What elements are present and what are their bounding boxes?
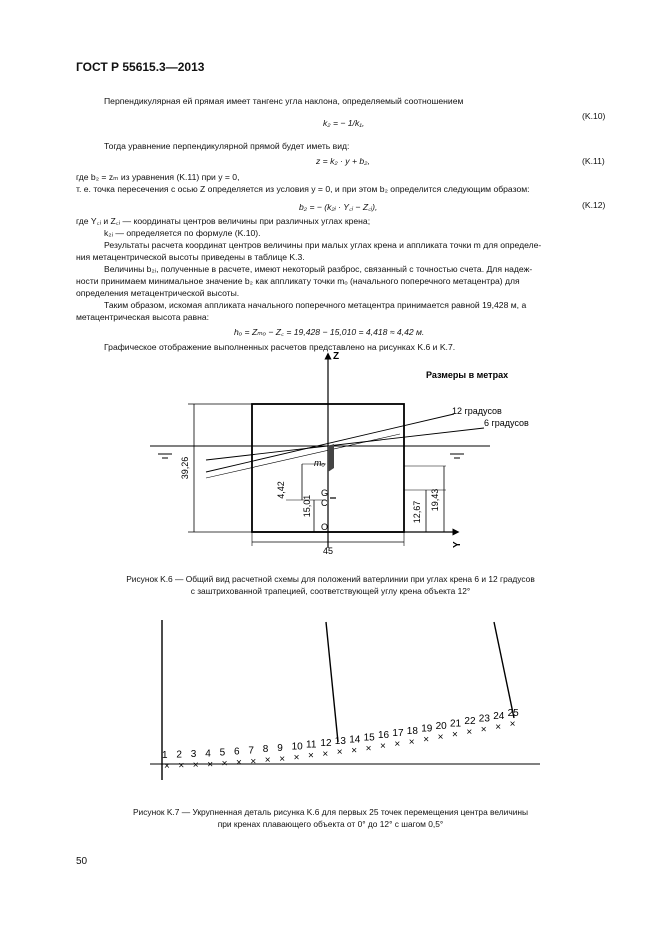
point-label-7: 7 (248, 745, 254, 757)
point-label-9: 9 (277, 742, 283, 754)
dim-1267-label: 12,67 (412, 500, 422, 524)
point-marker: × (221, 758, 228, 770)
equation-k10: k₂ = − 1/k₁, (323, 118, 365, 128)
equation-k11: z = k₂ · y + b₂, (316, 156, 370, 166)
point-label-15: 15 (363, 732, 375, 744)
point-marker: × (279, 753, 286, 765)
equation-number: (K.12) (582, 200, 606, 210)
dim-height-label: 39,26 (180, 456, 190, 480)
point-label-8: 8 (262, 744, 269, 756)
dim-width-label: 45 (322, 546, 334, 556)
point-marker: × (394, 739, 401, 751)
point-marker: × (293, 752, 300, 764)
paragraph: т. е. точка пересечения с осью Z определяется из условия y = 0, и при этом b₂ определится следующим образом: (76, 184, 530, 194)
point-marker: × (236, 757, 242, 769)
equation-number: (K.10) (582, 111, 606, 121)
figure-k7 (150, 620, 550, 780)
point-label-17: 17 (392, 728, 404, 740)
point-label-12: 12 (320, 737, 332, 749)
point-marker: × (250, 756, 257, 768)
equation-k12: b₂ = − (k₂ᵢ · Y꜀ᵢ − Z꜀ᵢ), (299, 202, 378, 212)
paragraph: ния метацентрической высоты приведены в таблице K.3. (76, 252, 305, 262)
point-marker: × (365, 743, 372, 755)
dim-1501-label: 15,01 (302, 494, 312, 518)
figure-k6-caption-1: Рисунок K.6 — Общий вид расчетной схемы для положений ватерлинии при углах крена 6 и 12 градусов (126, 574, 535, 584)
point-label-20: 20 (435, 721, 447, 733)
point-marker: × (207, 759, 214, 771)
paragraph: k₂ᵢ — определяется по формуле (K.10). (104, 228, 261, 238)
point-marker: × (192, 760, 199, 772)
point-marker: × (336, 747, 343, 759)
point-label-22: 22 (464, 716, 476, 728)
point-marker: × (452, 729, 458, 741)
point-marker: × (408, 736, 415, 748)
point-marker: × (466, 727, 473, 739)
paragraph: определения метацентрической высоты. (76, 288, 240, 298)
paragraph: Перпендикулярная ей прямая имеет тангенс угла наклона, определяемый соотношением (104, 96, 464, 106)
point-marker: × (351, 745, 358, 757)
point-marker: × (437, 732, 444, 744)
paragraph: где Y꜀ᵢ и Z꜀ᵢ — координаты центров величины при различных углах крена; (76, 216, 371, 226)
point-marker: × (308, 750, 314, 762)
point-marker: × (480, 724, 487, 736)
point-marker: × (380, 741, 386, 753)
construction-line (326, 622, 338, 742)
point-marker: × (178, 760, 185, 772)
construction-line (494, 622, 514, 718)
figure-k6-caption-2: с заштрихованной трапецией, соответствующей углу крена объекта 12° (190, 586, 471, 596)
point-marker: × (322, 748, 329, 760)
paragraph: Величины b₂ᵢ, полученные в расчете, имеют некоторый разброс, связанный с точностью счета. Для надеж- (104, 264, 533, 274)
paragraph: Таким образом, искомая аппликата начального поперечного метацентра принимается равной 19,428 м, а (104, 300, 527, 310)
point-label-1: 1 (162, 750, 168, 761)
paragraph: где b₂ = zₘ из уравнения (K.11) при y = 0, (76, 172, 240, 182)
point-label-3: 3 (190, 749, 197, 761)
equation-number: (K.11) (582, 156, 605, 166)
paragraph: Тогда уравнение перпендикулярной прямой будет иметь вид: (104, 141, 350, 151)
units-note: Размеры в метрах (426, 370, 509, 380)
point-label-19: 19 (421, 723, 433, 735)
figure-k7-caption-2: при кренах плавающего объекта от 0° до 12° с шагом 0,5° (217, 819, 444, 829)
point-marker: × (264, 755, 271, 767)
point-c-label: C (321, 498, 328, 508)
document-header: ГОСТ Р 55615.3—2013 (76, 60, 205, 74)
paragraph: метацентрическая высота равна: (76, 312, 209, 322)
paragraph: Графическое отображение выполненных расчетов представлено на рисунках K.6 и K.7. (104, 342, 456, 352)
point-marker: × (509, 719, 516, 730)
point-label-23: 23 (478, 713, 490, 725)
page-number: 50 (76, 856, 88, 867)
point-label-24: 24 (493, 710, 505, 722)
point-label-16: 16 (378, 730, 390, 742)
paragraph: ности принимаем минимальное значение b₂ как аппликату точки mₒ (начального поперечного метацентра) для (76, 276, 520, 286)
axis-y-label: Y (452, 541, 463, 548)
waterline-6-deg (206, 428, 484, 460)
waterline-aux (206, 434, 400, 478)
point-marker: × (164, 761, 170, 772)
dim-442-label: 4,42 (276, 481, 286, 499)
equation-h0: hₒ = Zₘₒ − Z꜀ = 19,428 − 15,010 = 4,418 ≈ 4,42 м. (234, 327, 425, 337)
point-label-4: 4 (205, 748, 211, 760)
point-label-21: 21 (450, 718, 462, 730)
figure-k7-caption-1: Рисунок K.7 — Укрупненная деталь рисунка K.6 для первых 25 точек перемещения центра величины (132, 807, 529, 817)
point-label-10: 10 (291, 741, 303, 753)
paragraph: Результаты расчета координат центров величины при малых углах крена и аппликата точки m для определе- (104, 240, 542, 250)
point-marker: × (495, 721, 502, 733)
point-marker: × (423, 734, 430, 746)
point-label-2: 2 (176, 749, 182, 761)
hatched-trapezoid (328, 444, 334, 472)
point-label-5: 5 (219, 747, 226, 759)
point-label-25: 25 (507, 708, 519, 719)
point-o-label: O (321, 522, 329, 532)
point-label-11: 11 (306, 739, 317, 751)
figure-k6 (150, 348, 550, 560)
point-label-13: 13 (334, 736, 346, 748)
dim-1943-label: 19,43 (430, 488, 440, 512)
label-6-deg: 6 градусов (484, 418, 529, 428)
label-12-deg: 12 градусов (452, 406, 502, 416)
point-label-14: 14 (349, 734, 361, 746)
point-m0-label: mₒ (314, 458, 326, 468)
point-label-6: 6 (234, 746, 240, 758)
point-label-18: 18 (406, 725, 418, 737)
point-g-label: G (321, 488, 329, 498)
axis-z-label: Z (333, 351, 340, 362)
